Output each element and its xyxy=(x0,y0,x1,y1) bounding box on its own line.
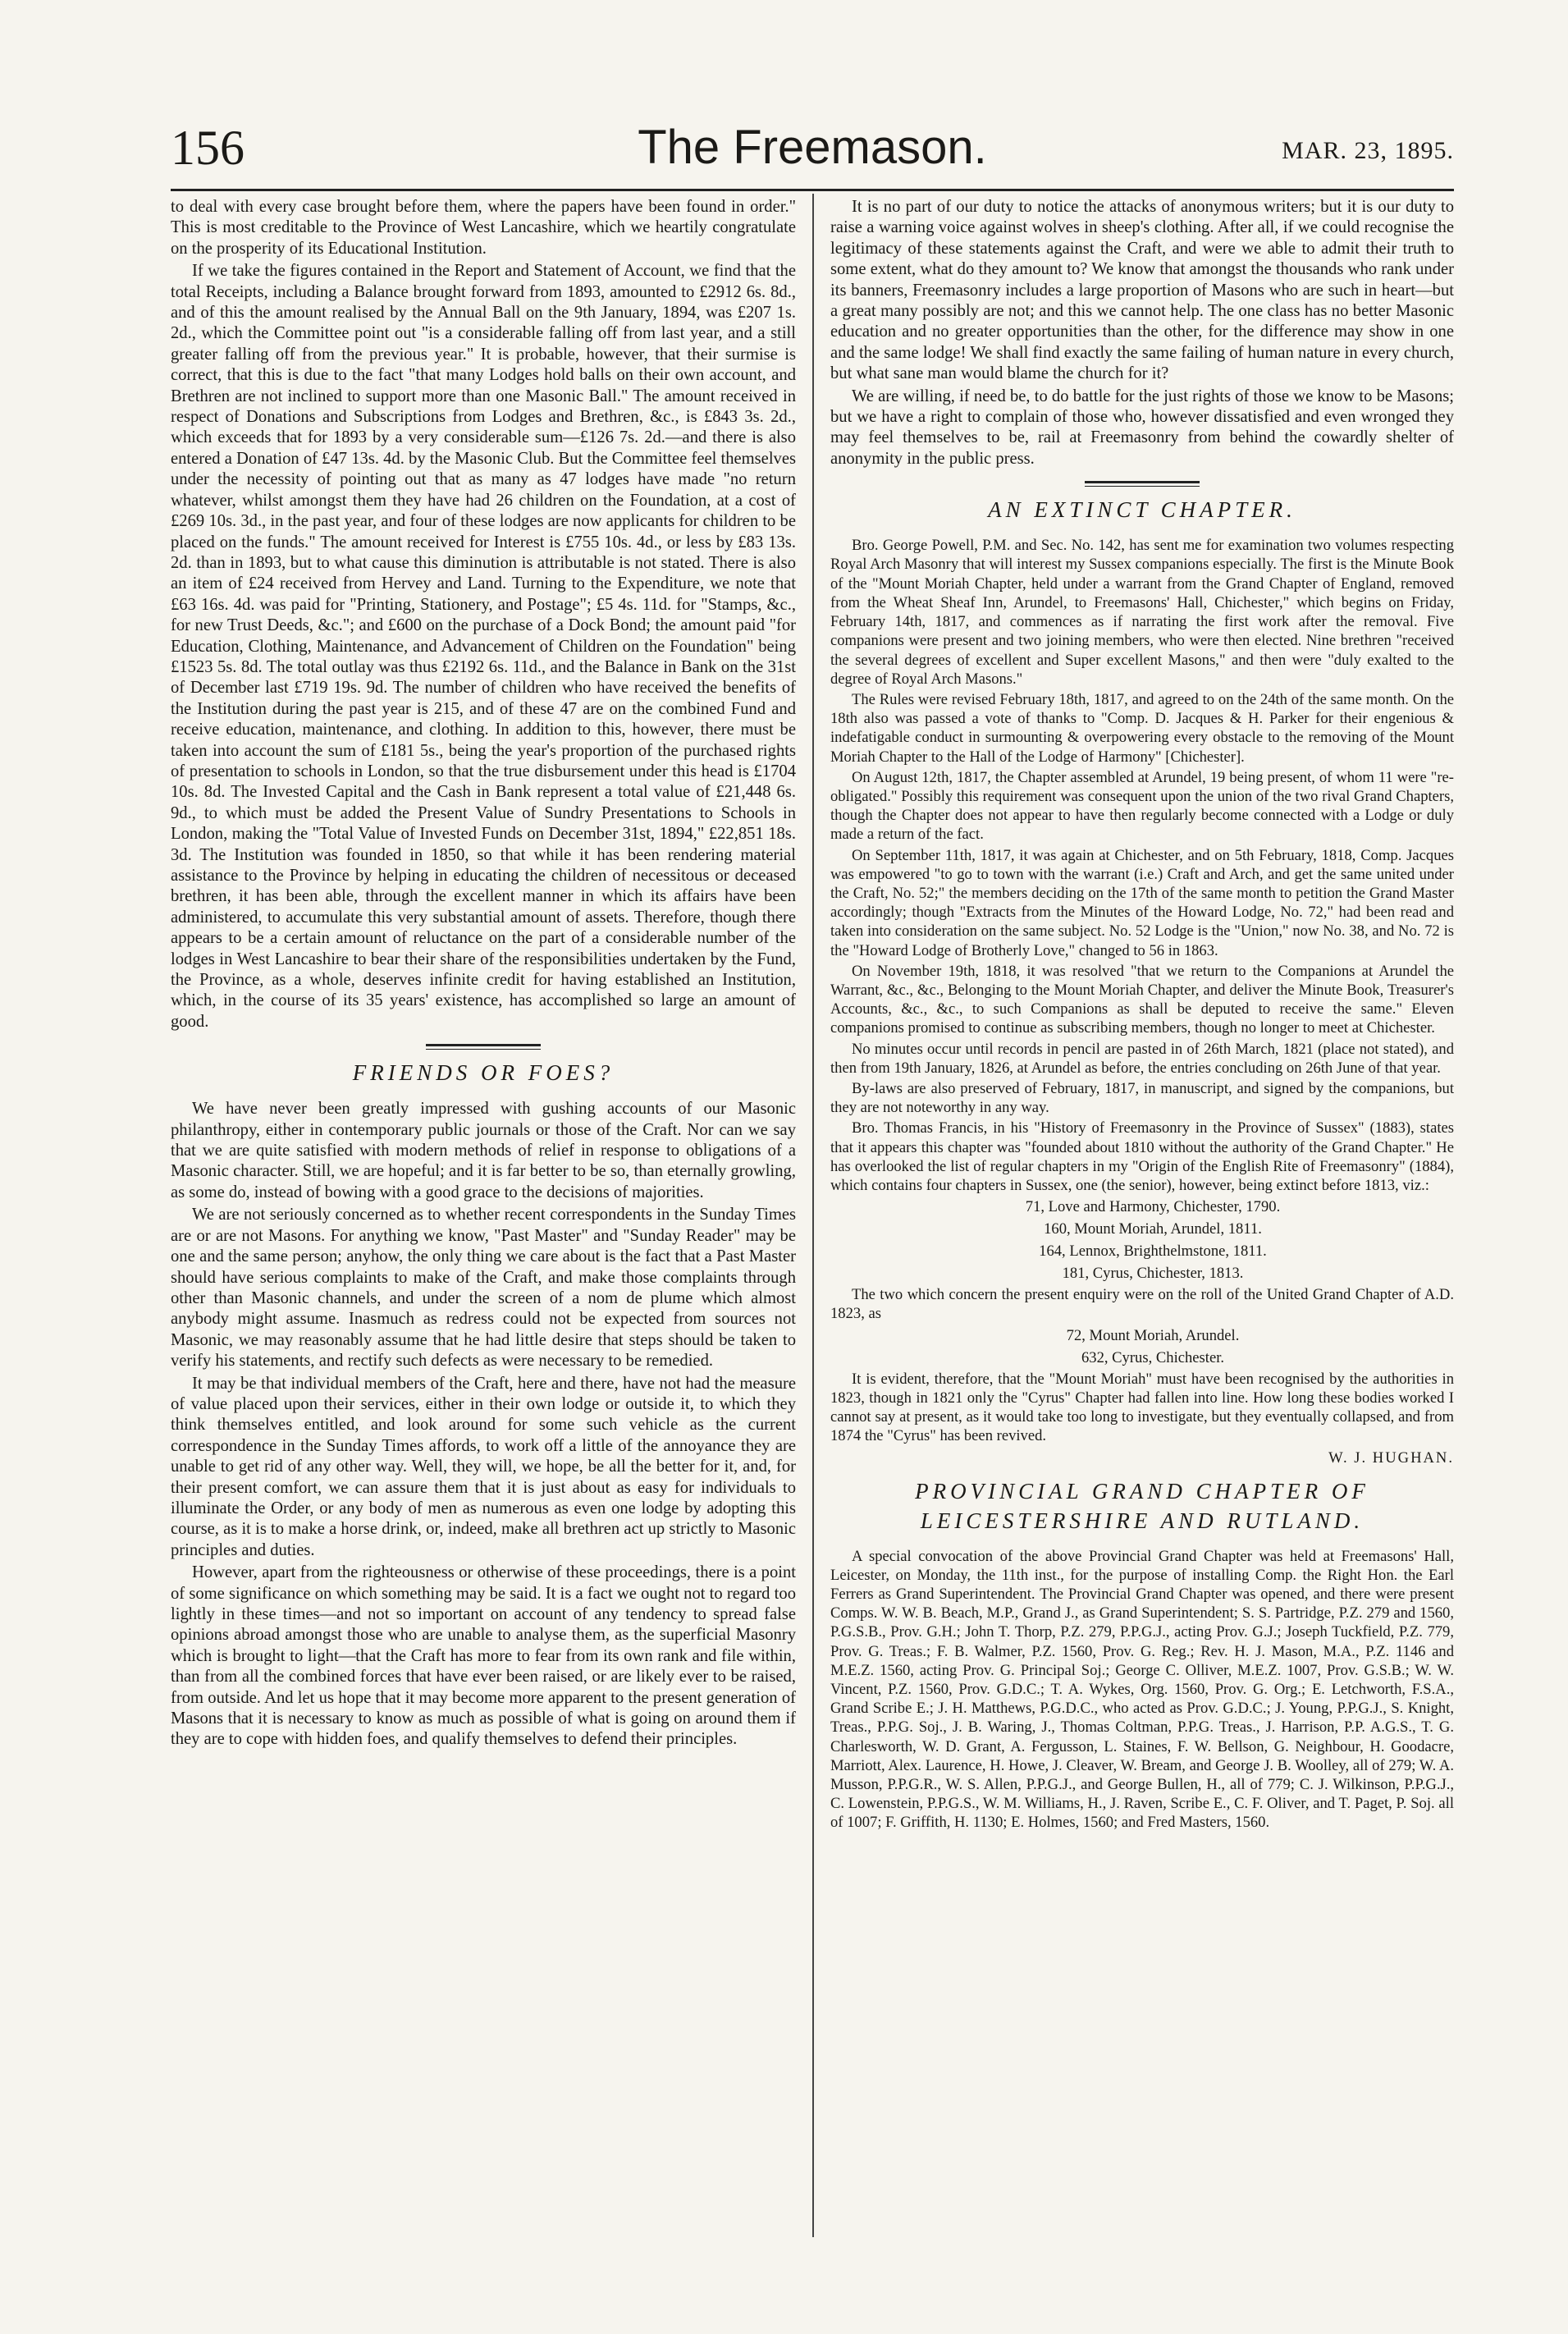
paragraph: No minutes occur until records in pencil are pasted in of 26th March, 1821 (place not stated), and then from 19th January, 1826, at Arundel as before, the entries concluding on 26th June of that year. xyxy=(830,1040,1454,1077)
paragraph: The Rules were revised February 18th, 1817, and agreed to on the 24th of the same month. On the 18th also was passed a vote of thanks to "Comp. D. Jacques & H. Parker for their engenious & indefatigable conduct in surmounting & overpowering every obstacle to the removing of the Mount Moriah Chapter to the Hall of the Lodge of Harmony" [Chichester]. xyxy=(830,690,1454,766)
section-divider xyxy=(426,1044,541,1050)
chapter-list-item: 71, Love and Harmony, Chichester, 1790. xyxy=(1025,1198,1281,1216)
right-column xyxy=(830,197,1454,2232)
paper-title: The Freemason. xyxy=(638,121,987,174)
column-divider xyxy=(812,194,814,2237)
paragraph: It is no part of our duty to notice the attacks of anonymous writers; but it is our duty to raise a warning voice against wolves in sheep's clothing. After all, if we could recognise the legitimacy of these statements against the Craft, and were we able to admit their truth to some extent, what do they amount to? We know that amongst the thousands who rank under its banners, Freemasonry includes a large proportion of Masons who are such in heart—but a great many possibly are not; and this we cannot help. The one class has no better Masonic education and no greater opportunities than the other, for the difference may show in one and the same lodge! We shall find exactly the same failing of human nature in every church, but what sane man would blame the church for it? xyxy=(830,198,1454,383)
author-signature: W. J. HUGHAN. xyxy=(1328,1449,1454,1467)
chapter-list-item: 160, Mount Moriah, Arundel, 1811. xyxy=(1044,1220,1262,1238)
paragraph: to deal with every case brought before them, where the papers have been found in order." This is most creditable to the Province of West Lancashire, which we heartily congratulate on the prosperity of its Educational Institution. xyxy=(171,198,796,258)
paragraph: We have never been greatly impressed with gushing accounts of our Masonic philanthropy, either in contemporary public journals or those of the Craft. Nor can we say that we are quite satisfied with modern methods of relief in response to obligations of a Masonic character. Still, we are hopeful; and it is far better to be so, than eternally growling, as some do, instead of bowing with a good grace to the decisions of majorities. xyxy=(171,1100,796,1201)
section-heading-friends-or-foes: FRIENDS OR FOES? xyxy=(352,1060,615,1086)
section-heading-provincial-grand-chapter: PROVINCIAL GRAND CHAPTER OF LEICESTERSHIRE AND RUTLAND. xyxy=(915,1478,1369,1533)
paragraph: Bro. Thomas Francis, in his "History of Freemasonry in the Province of Sussex" (1883), states that it appears this chapter was "founded about 1810 without the authority of the Grand Chapter." He has overlooked the list of regular chapters in my "Origin of the English Rite of Freemasonry" (1884), which contains four chapters in Sussex, one (the senior), however, being extinct before 1813, viz.: xyxy=(830,1119,1454,1194)
paragraph: We are willing, if need be, to do battle for the just rights of those we know to be Masons; but we have a right to complain of those who, however dissatisfied and even wronged they may feel themselves to be, rail at Freemasonry from behind the cowardly shelter of anonymity in the public press. xyxy=(830,387,1454,468)
paragraph: It may be that individual members of the Craft, here and there, have not had the measure of value placed upon their services, either in their own lodge or outside it, to which they think themselves entitled, and look around for some such vehicle as the current correspondence in the Sunday Times affords, to work off a little of the annoyance they are unable to get rid of any other way. Well, they will, we hope, be all the better for it, and, for their present comfort, we can assure them that it is just about as easy for individuals to illuminate the Order, or any body of men as numerous as even one lodge by adopting this course, as it is to make a horse drink, or, indeed, make all brethren act up strictly to Masonic principles and duties. xyxy=(171,1374,796,1559)
paragraph: We are not seriously concerned as to whether recent correspondents in the Sunday Times are or are not Masons. For anything we know, "Past Master" and "Sunday Reader" may be one and the same person; anyhow, the only thing we care about is the fact that a Past Master should have serious complaints to make of the Craft, and make those complaints through other than Masonic channels, and under the screen of a nom de plume which almost anybody might assume. Inasmuch as redress could not be expected from sources not Masonic, we may reasonably assume that he had little desire that steps should be taken to verify his statements, and rectify such defects as were necessary to be remedied. xyxy=(171,1206,796,1371)
paragraph: On September 11th, 1817, it was again at Chichester, and on 5th February, 1818, Comp. Jacques was empowered "to go to town with the warrant (i.e.) Craft and Arch, and get the same united under the Craft, No. 52;" the members deciding on the 17th of the same month to petition the Grand Master accordingly; though "Extracts from the Minutes of the Howard Lodge, No. 72," had been read and taken into consideration on the same subject. No. 52 Lodge is the "Union," now No. 38, and No. 72 is the "Howard Lodge of Brotherly Love," changed to 56 in 1863. xyxy=(830,846,1454,959)
paragraph: By-laws are also preserved of February, 1817, in manuscript, and signed by the companions, but they are not noteworthy in any way. xyxy=(830,1079,1454,1117)
section-divider xyxy=(1085,481,1200,487)
paragraph: A special convocation of the above Provincial Grand Chapter was held at Freemasons' Hall, Leicester, on Monday, the 11th inst., for the purpose of installing Comp. the Right Hon. the Earl Ferrers as Grand Superintendent. The Provincial Grand Chapter was opened, and there were present Comps. W. W. B. Beach, M.P., Grand J., as Grand Superintendent; S. S. Partridge, P.Z. 279 and 1560, P.G.S.B., Prov. G.H.; John T. Thorp, P.Z. 279, P.P.G.J., acting Prov. G.J.; Joseph Tuckfield, P.Z. 779, Prov. G. Treas.; F. B. Walmer, P.Z. 1560, Prov. G. Reg.; Rev. H. J. Mason, M.A., P.Z. 1146 and M.E.Z. 1560, acting Prov. G. Principal Soj.; George C. Olliver, M.E.Z. 1007, Prov. G.S.B.; W. W. Vincent, P.Z. 1560, Prov. G.D.C.; T. A. Wykes, Org. 1560, Prov. G. Org.; E. Letchworth, F.S.A., Grand Scribe E.; J. H. Matthews, P.G.D.C., who acted as Prov. G.D.C.; J. Young, P.P.G.J., S. Knight, Treas., P.P.G. Soj., J. B. Waring, J., Thomas Coltman, P.P.G. Treas., J. Harrison, P.P. A.G.S., T. G. Charlesworth, W. D. Grant, A. Fergusson, L. Staines, F. W. Bellson, G. Neighbour, H. Goodacre, Marriott, Alex. Laurence, H. Howe, J. Cleaver, W. Bream, and George J. B. Woolley, all of 279; W. A. Musson, P.P.G.R., W. S. Allen, P.P.G.J., and George Bullen, H., all of 779; C. J. Wilkinson, P.P.G.J., C. Lowenstein, P.P.G.S., W. M. Williams, H., J. Raven, Scribe E., C. F. Oliver, and T. Paget, P. Soj. all of 1007; F. Griffith, H. 1130; E. Holmes, 1560; and Fred Masters, 1560. xyxy=(830,1547,1454,1832)
chapter-list-item: 72, Mount Moriah, Arundel. xyxy=(1066,1326,1240,1344)
left-column xyxy=(171,197,796,2232)
article-extinct-chapter xyxy=(830,536,1454,1467)
chapter-list-item: 181, Cyrus, Chichester, 1813. xyxy=(1062,1265,1244,1283)
masthead xyxy=(171,115,1454,189)
article-provincial-grand-chapter xyxy=(830,1547,1454,1833)
chapter-list-item: 164, Lennox, Brighthelmstone, 1811. xyxy=(1039,1243,1267,1261)
page-number: 156 xyxy=(171,121,245,175)
paragraph: On November 19th, 1818, it was resolved "that we return to the Companions at Arundel the Warrant, &c., &c., Belonging to the Mount Moriah Chapter, and deliver the Minute Book, Treasurer's Accounts, &c., &c., to such Companions as shall be deputed to receive the same." Eleven companions promised to continue as subscribing members, though no longer to meet at Chichester. xyxy=(830,962,1454,1037)
issue-date: MAR. 23, 1895. xyxy=(1282,137,1454,164)
paragraph: On August 12th, 1817, the Chapter assembled at Arundel, 19 being present, of whom 11 were "re-obligated." Possibly this requirement was consequent upon the union of the two rival Grand Chapters, though the Chapter does not appear to have then regularly become connected with a Lodge or duly made a return of the fact. xyxy=(830,768,1454,844)
paragraph: However, apart from the righteousness or otherwise of these proceedings, there is a point of some significance on which something may be said. It is a fact we ought not to regard too lightly in these times—and not so important on account of any tendency to spread false opinions abroad amongst those who are unable to analyse them, as the superficial Masonry which is brought to light—that the Craft has more to fear from its own rank and file within, than from all the combined forces that have ever been raised, or are likely ever to be raised, from outside. And let us hope that it may become more apparent to the present generation of Masons that it is necessary to know as much as possible of what is going on around them if they are to cope with hidden foes, and qualify themselves to defend their principles. xyxy=(171,1563,796,1749)
header-rule xyxy=(171,189,1454,191)
paragraph: It is evident, therefore, that the "Mount Moriah" must have been recognised by the authorities in 1823, though in 1821 only the "Cyrus" Chapter had fallen into line. How long these bodies worked I cannot say at present, as it would take too long to investigate, but they eventually collapsed, and from 1874 the "Cyrus" has been revived. xyxy=(830,1370,1454,1445)
paragraph: If we take the figures contained in the Report and Statement of Account, we find that the total Receipts, including a Balance brought forward from 1893, amounted to £2912 6s. 8d., and of this the amount realised by the Annual Ball on the 9th January, 1894, was £207 1s. 2d., which the Committee point out "is a considerable falling off from last year, and a still greater falling off from the previous year." It is probable, however, that their surmise is correct, that this is due to the fact "that many Lodges hold balls on their own account, and Brethren are not inclined to support more than one Masonic Ball." The amount received in respect of Donations and Subscriptions from Lodges and Brethren, &c., is £843 3s. 2d., which exceeds that for 1893 by a very considerable sum—£126 7s. 2d.—and there is also entered a Donation of £47 13s. 4d. by the Masonic Club. But the Committee feel themselves under the necessity of pointing out that as many as 47 lodges have made "no return whatever, whilst amongst them they have had 26 children on the Foundation, at a cost of £269 10s. 3d., in the past year, and four of these lodges are now applicants for children to be placed on the funds." The amount received for Interest is £755 10s. 4d., or less by £83 13s. 2d. than in 1893, but to what cause this diminution is attributable is not stated. There is also an item of £24 received from Hervey and Land. Turning to the Expenditure, we note that £63 16s. 4d. was paid for "Printing, Stationery, and Postage"; £5 4s. 11d. for "Stamps, &c., for new Trust Deeds, &c."; and £600 on the purchase of a Dock Bond; the amount paid "for Education, Clothing, Maintenance, and Advancement of Children on the Foundation" being £1523 5s. 8d. The total outlay was thus £2192 6s. 11d., and the Balance in Bank on the 31st of December last £719 19s. 9d. The number of children who have received the benefits of the Institution during the past year is 215, and of these 47 are on the combined Fund and receive education, maintenance, and clothing. In addition to this, however, there must be taken into account the sum of £181 5s., being the year's proportion of the purchased rights of presentation to schools in London, so that the true disbursement under this head is £1704 10s. 8d. The Invested Capital and the Cash in Bank represent a total value of £21,448 6s. 9d., to which must be added the Present Value of Sundry Presentations to Schools in London, making the "Total Value of Invested Funds on December 31st, 1894," £22,851 18s. 3d. The Institution was founded in 1850, so that while it has been rendering material assistance to the Province by helping in educating the children of necessitous or deceased brethren, it has been able, through the excellent manner in which its affairs have been administered, to accumulate this very substantial amount of assets. Therefore, though there appears to be a certain amount of reluctance on the part of a considerable number of the lodges in West Lancashire to bear their share of the responsibilities undertaken by the Fund, the Province, as a whole, deserves infinite credit for having established an Institution, which, in the course of its 35 years' existence, has accomplished so large an amount of good. xyxy=(171,262,796,1031)
paragraph: The two which concern the present enquiry were on the roll of the United Grand Chapter of A.D. 1823, as xyxy=(830,1286,1454,1323)
section-heading-extinct-chapter: AN EXTINCT CHAPTER. xyxy=(988,497,1296,523)
chapter-list-item: 632, Cyrus, Chichester. xyxy=(1081,1348,1225,1366)
paragraph: Bro. George Powell, P.M. and Sec. No. 142, has sent me for examination two volumes respecting Royal Arch Masonry that will interest my Sussex companions especially. The first is the Minute Book of the "Mount Moriah Chapter, held under a warrant from the Grand Chapter of England, removed from the Wheat Sheaf Inn, Arundel, to Freemasons' Hall, Chichester," which begins on Friday, February 14th, 1817, and commences as if narrating the first work after the removal. Five companions were present and two joining members, who were then elected. Nine brethren "received the several degrees of excellent and Super excellent Masons," and then were "duly exalted to the degree of Royal Arch Masons." xyxy=(830,537,1454,688)
